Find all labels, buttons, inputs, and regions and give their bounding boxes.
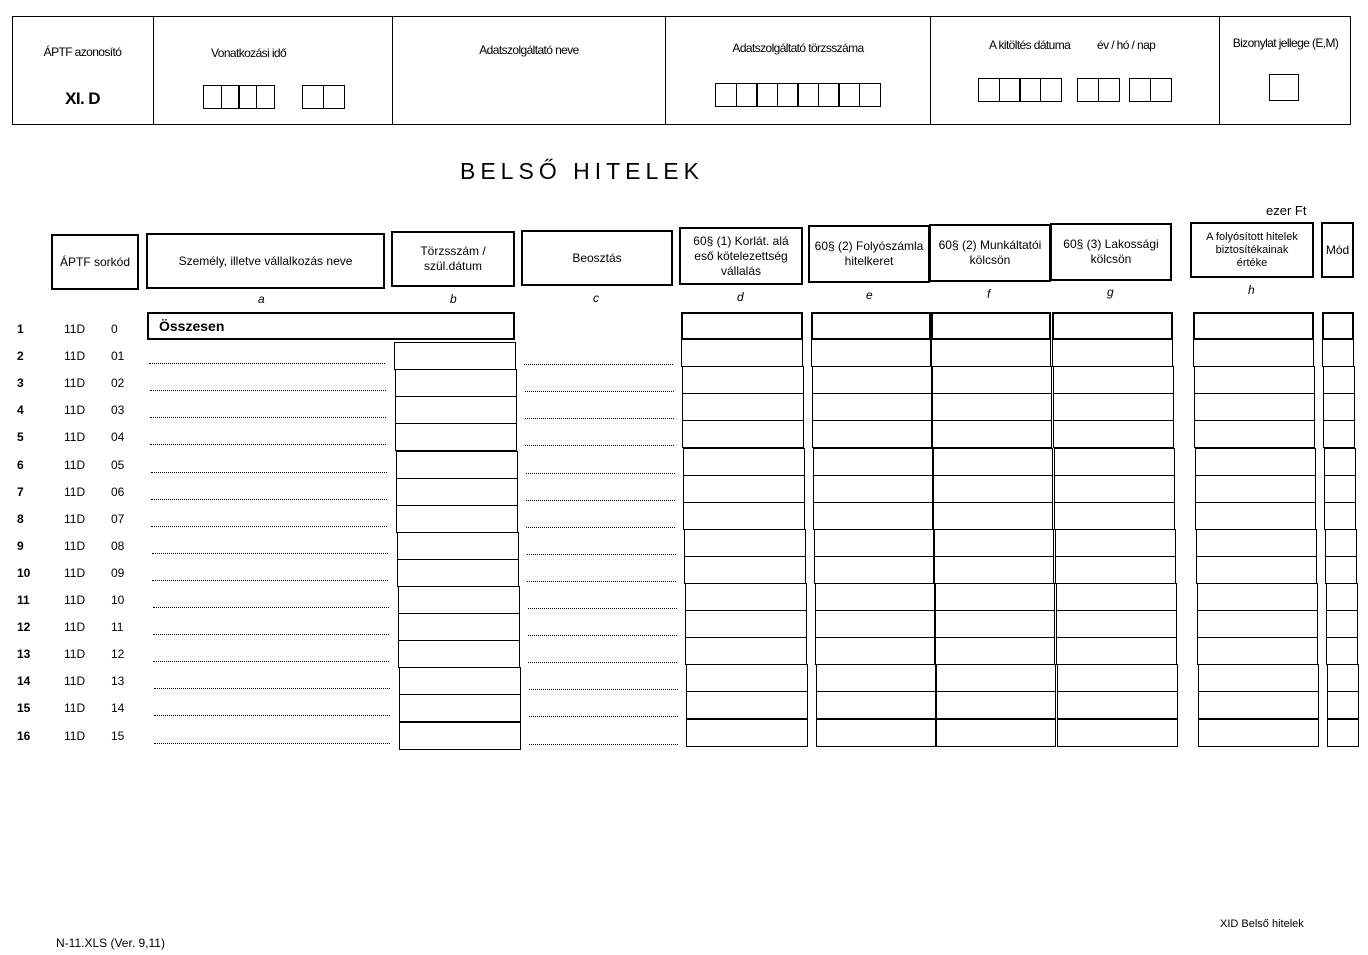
col-letter-e: e (866, 288, 873, 302)
row-code: 11D (64, 511, 86, 526)
cell-g[interactable] (1053, 393, 1174, 421)
row-subcode: 02 (111, 376, 125, 391)
row-subcode: 0 (111, 322, 118, 336)
aptf-cell (12, 17, 154, 124)
name-entry-line[interactable] (154, 688, 390, 689)
cell-d[interactable] (681, 312, 803, 340)
cell-b[interactable] (395, 369, 517, 397)
cell-d[interactable] (682, 393, 804, 421)
row-number: 15 (17, 701, 31, 716)
date-label: A kitöltés dátuma (989, 38, 1071, 52)
cell-f[interactable] (932, 393, 1052, 421)
cell-g[interactable] (1055, 529, 1176, 557)
position-entry-line[interactable] (525, 418, 674, 419)
cell-d[interactable] (682, 366, 804, 394)
row-subcode: 12 (111, 647, 125, 662)
cell-h[interactable] (1196, 529, 1317, 557)
row-code: 11D (64, 322, 86, 336)
cell-d[interactable] (686, 664, 808, 692)
cell-h[interactable] (1193, 339, 1314, 367)
cell-mod[interactable] (1324, 502, 1356, 530)
cell-f[interactable] (932, 420, 1052, 448)
cell-b[interactable] (394, 342, 516, 370)
row-number: 14 (17, 674, 31, 689)
name-entry-line[interactable] (150, 417, 386, 418)
col-header-mod: Mód (1321, 222, 1354, 278)
cell-h[interactable] (1197, 637, 1318, 665)
cell-d[interactable] (685, 610, 807, 638)
doc-type-cell (1220, 17, 1351, 124)
cell-h[interactable] (1197, 583, 1318, 611)
col-letter-h: h (1248, 283, 1255, 297)
name-entry-line[interactable] (151, 499, 387, 500)
cell-f[interactable] (932, 366, 1052, 394)
cell-e[interactable] (815, 610, 935, 638)
col-header-d: 60§ (1) Korlát. alá eső kötelezettség vállalás (679, 227, 803, 285)
col-header-c: Beosztás (521, 230, 673, 286)
cell-f[interactable] (935, 637, 1055, 665)
cell-e[interactable] (816, 664, 936, 692)
cell-b[interactable] (399, 694, 521, 722)
position-entry-line[interactable] (528, 662, 677, 663)
cell-mod[interactable] (1326, 637, 1358, 665)
position-entry-line[interactable] (528, 635, 677, 636)
cell-g[interactable] (1057, 664, 1178, 692)
col-header-sorkod: ÁPTF sorkód (51, 234, 139, 290)
row-subcode: 09 (111, 565, 125, 580)
cell-g[interactable] (1056, 637, 1177, 665)
page-title: BELSŐ HITELEK (460, 158, 704, 184)
cell-b[interactable] (397, 532, 519, 560)
cell-mod[interactable] (1322, 339, 1354, 367)
cell-mod[interactable] (1323, 420, 1355, 448)
doc-type-box[interactable] (1269, 74, 1299, 101)
row-number: 9 (17, 538, 24, 553)
col-header-a: Személy, illetve vállalkozás neve (146, 233, 385, 289)
cell-d[interactable] (685, 583, 807, 611)
row-subcode: 07 (111, 511, 125, 526)
cell-f[interactable] (933, 448, 1053, 476)
footer-sheet-name: XID Belső hitelek (1220, 918, 1304, 930)
date-year-boxes[interactable] (978, 78, 1060, 102)
doc-type-label: Bizonylat jellege (E,M) (1232, 36, 1339, 50)
cell-f[interactable] (934, 556, 1054, 584)
cell-g[interactable] (1053, 420, 1174, 448)
row-subcode: 06 (111, 484, 125, 499)
cell-h[interactable] (1193, 312, 1314, 340)
cell-mod[interactable] (1325, 556, 1357, 584)
cell-b[interactable] (399, 722, 521, 750)
cell-e[interactable] (811, 312, 931, 340)
position-entry-line[interactable] (526, 500, 675, 501)
name-entry-line[interactable] (154, 715, 390, 716)
name-entry-line[interactable] (151, 472, 387, 473)
cell-f[interactable] (931, 312, 1051, 340)
cell-f[interactable] (936, 664, 1056, 692)
cell-h[interactable] (1194, 366, 1315, 394)
cell-e[interactable] (812, 366, 932, 394)
cell-mod[interactable] (1323, 393, 1355, 421)
row-code: 11D (64, 430, 86, 445)
cell-b[interactable] (397, 559, 519, 587)
cell-e[interactable] (812, 420, 932, 448)
total-row-name-cell (147, 312, 515, 340)
cell-d[interactable] (682, 420, 804, 448)
row-subcode: 04 (111, 430, 125, 445)
row-code: 11D (64, 403, 86, 418)
cell-f[interactable] (935, 610, 1055, 638)
row-number: 8 (17, 511, 24, 526)
name-entry-line[interactable] (150, 444, 386, 445)
row-number: 7 (17, 484, 24, 499)
cell-g[interactable] (1052, 312, 1173, 340)
cell-e[interactable] (812, 393, 932, 421)
cell-g[interactable] (1054, 475, 1175, 503)
row-code: 11D (64, 538, 86, 553)
row-subcode: 08 (111, 538, 125, 553)
col-header-b: Törzsszám / szül.dátum (391, 231, 515, 287)
row-number: 11 (17, 593, 30, 607)
cell-h[interactable] (1197, 610, 1318, 638)
row-number: 13 (17, 647, 31, 662)
row-subcode: 15 (111, 728, 125, 743)
cell-g[interactable] (1056, 610, 1177, 638)
cell-h[interactable] (1195, 475, 1316, 503)
cell-g[interactable] (1053, 366, 1174, 394)
name-entry-line[interactable] (150, 390, 386, 391)
cell-g[interactable] (1054, 448, 1175, 476)
col-letter-g: g (1107, 285, 1114, 299)
aptf-value: XI. D (65, 89, 100, 108)
cell-e[interactable] (813, 502, 933, 530)
cell-b[interactable] (395, 423, 517, 451)
position-entry-line[interactable] (526, 473, 675, 474)
col-letter-c: c (593, 291, 599, 305)
cell-b[interactable] (396, 451, 518, 479)
cell-b[interactable] (399, 667, 521, 695)
cell-d[interactable] (681, 339, 803, 367)
total-label: Összesen (159, 318, 225, 334)
unit-label: ezer Ft (1266, 203, 1307, 218)
name-entry-line[interactable] (152, 553, 388, 554)
cell-b[interactable] (398, 640, 520, 668)
provider-id-boxes[interactable] (715, 83, 879, 107)
col-header-e: 60§ (2) Folyószámla hitelkeret (808, 225, 930, 283)
cell-h[interactable] (1195, 502, 1316, 530)
position-entry-line[interactable] (529, 716, 678, 717)
name-entry-line[interactable] (153, 661, 389, 662)
cell-d[interactable] (684, 529, 806, 557)
cell-f[interactable] (933, 475, 1053, 503)
cell-g[interactable] (1054, 502, 1175, 530)
row-subcode: 13 (111, 674, 125, 689)
cell-mod[interactable] (1322, 312, 1354, 340)
col-letter-a: a (258, 292, 265, 306)
col-letter-f: f (987, 287, 991, 301)
cell-mod[interactable] (1326, 583, 1358, 611)
name-entry-line[interactable] (154, 743, 390, 744)
row-number: 2 (17, 349, 24, 364)
footer-file-version: N-11.XLS (Ver. 9,11) (56, 936, 165, 950)
row-code: 11D (64, 701, 86, 716)
row-number: 16 (17, 728, 31, 743)
row-code: 11D (64, 484, 86, 499)
name-entry-line[interactable] (153, 634, 389, 635)
row-number: 3 (17, 376, 24, 391)
row-subcode: 01 (111, 349, 125, 364)
cell-g[interactable] (1057, 691, 1178, 719)
cell-d[interactable] (684, 556, 806, 584)
row-code: 11D (64, 376, 86, 391)
position-entry-line[interactable] (527, 581, 676, 582)
col-header-h: A folyósított hitelek biztosítékainak értéke (1190, 222, 1314, 278)
period-label: Vonatkozási idő (211, 46, 287, 60)
position-entry-line[interactable] (524, 364, 673, 365)
row-code: 11D (64, 674, 86, 689)
position-entry-line[interactable] (525, 445, 674, 446)
cell-mod[interactable] (1324, 448, 1356, 476)
period-year-boxes[interactable] (203, 85, 273, 109)
col-header-g: 60§ (3) Lakossági kölcsön (1050, 223, 1172, 281)
cell-g[interactable] (1055, 556, 1176, 584)
cell-f[interactable] (935, 583, 1055, 611)
date-day-boxes[interactable] (1129, 78, 1170, 102)
cell-b[interactable] (398, 586, 520, 614)
row-number: 10 (17, 565, 31, 580)
date-month-boxes[interactable] (1077, 78, 1118, 102)
cell-d[interactable] (686, 691, 808, 719)
period-month-boxes[interactable] (302, 85, 343, 109)
row-code: 11D (64, 593, 86, 607)
row-code: 11D (64, 620, 86, 635)
position-entry-line[interactable] (529, 689, 678, 690)
cell-mod[interactable] (1327, 664, 1359, 692)
col-letter-d: d (737, 290, 744, 304)
cell-h[interactable] (1194, 420, 1315, 448)
position-entry-line[interactable] (526, 527, 675, 528)
provider-name-label: Adatszolgáltató neve (479, 43, 579, 57)
row-subcode: 03 (111, 403, 125, 418)
provider-name-cell[interactable] (393, 17, 666, 124)
date-format-label: év / hó / nap (1097, 38, 1156, 52)
row-code: 11D (64, 349, 86, 364)
row-code: 11D (64, 457, 86, 472)
cell-f[interactable] (936, 691, 1056, 719)
cell-mod[interactable] (1323, 366, 1355, 394)
cell-f[interactable] (934, 529, 1054, 557)
cell-g[interactable] (1052, 339, 1173, 367)
cell-e[interactable] (815, 637, 935, 665)
cell-g[interactable] (1056, 583, 1177, 611)
cell-f[interactable] (933, 502, 1053, 530)
provider-id-label: Adatszolgáltató törzsszáma (732, 41, 864, 55)
name-entry-line[interactable] (153, 607, 389, 608)
cell-b[interactable] (396, 505, 518, 533)
date-cell (931, 17, 1220, 124)
cell-d[interactable] (686, 719, 808, 747)
cell-h[interactable] (1198, 664, 1319, 692)
position-entry-line[interactable] (529, 744, 678, 745)
row-number: 1 (17, 322, 24, 336)
row-number: 5 (17, 430, 24, 445)
row-code: 11D (64, 647, 86, 662)
row-subcode: 14 (111, 701, 125, 716)
cell-mod[interactable] (1326, 610, 1358, 638)
cell-d[interactable] (685, 637, 807, 665)
cell-e[interactable] (813, 475, 933, 503)
cell-d[interactable] (683, 448, 805, 476)
name-entry-line[interactable] (149, 363, 385, 364)
cell-mod[interactable] (1324, 475, 1356, 503)
cell-e[interactable] (811, 339, 931, 367)
provider-id-cell (666, 17, 931, 124)
period-cell (154, 17, 393, 124)
row-number: 4 (17, 403, 24, 418)
cell-b[interactable] (396, 478, 518, 506)
cell-b[interactable] (395, 396, 517, 424)
cell-mod[interactable] (1327, 719, 1359, 747)
aptf-label: ÁPTF azonosító (43, 45, 122, 59)
row-subcode: 10 (111, 593, 125, 607)
position-entry-line[interactable] (528, 608, 677, 609)
row-number: 6 (17, 457, 24, 472)
cell-h[interactable] (1198, 691, 1319, 719)
cell-mod[interactable] (1327, 691, 1359, 719)
name-entry-line[interactable] (152, 580, 388, 581)
cell-h[interactable] (1198, 719, 1319, 747)
cell-e[interactable] (815, 583, 935, 611)
cell-g[interactable] (1057, 719, 1178, 747)
cell-h[interactable] (1196, 556, 1317, 584)
cell-h[interactable] (1194, 393, 1315, 421)
cell-e[interactable] (816, 719, 936, 747)
row-number: 12 (17, 620, 31, 635)
row-subcode: 11 (111, 620, 124, 635)
cell-f[interactable] (936, 719, 1056, 747)
position-entry-line[interactable] (525, 391, 674, 392)
name-entry-line[interactable] (151, 526, 387, 527)
cell-d[interactable] (683, 475, 805, 503)
cell-e[interactable] (814, 556, 934, 584)
cell-h[interactable] (1195, 448, 1316, 476)
cell-e[interactable] (813, 448, 933, 476)
cell-d[interactable] (683, 502, 805, 530)
cell-f[interactable] (931, 339, 1051, 367)
row-subcode: 05 (111, 457, 125, 472)
cell-e[interactable] (814, 529, 934, 557)
position-entry-line[interactable] (527, 554, 676, 555)
cell-b[interactable] (398, 613, 520, 641)
cell-mod[interactable] (1325, 529, 1357, 557)
cell-e[interactable] (816, 691, 936, 719)
row-code: 11D (64, 565, 86, 580)
col-header-f: 60§ (2) Munkáltatói kölcsön (929, 224, 1051, 282)
row-code: 11D (64, 728, 86, 743)
col-letter-b: b (450, 292, 457, 306)
